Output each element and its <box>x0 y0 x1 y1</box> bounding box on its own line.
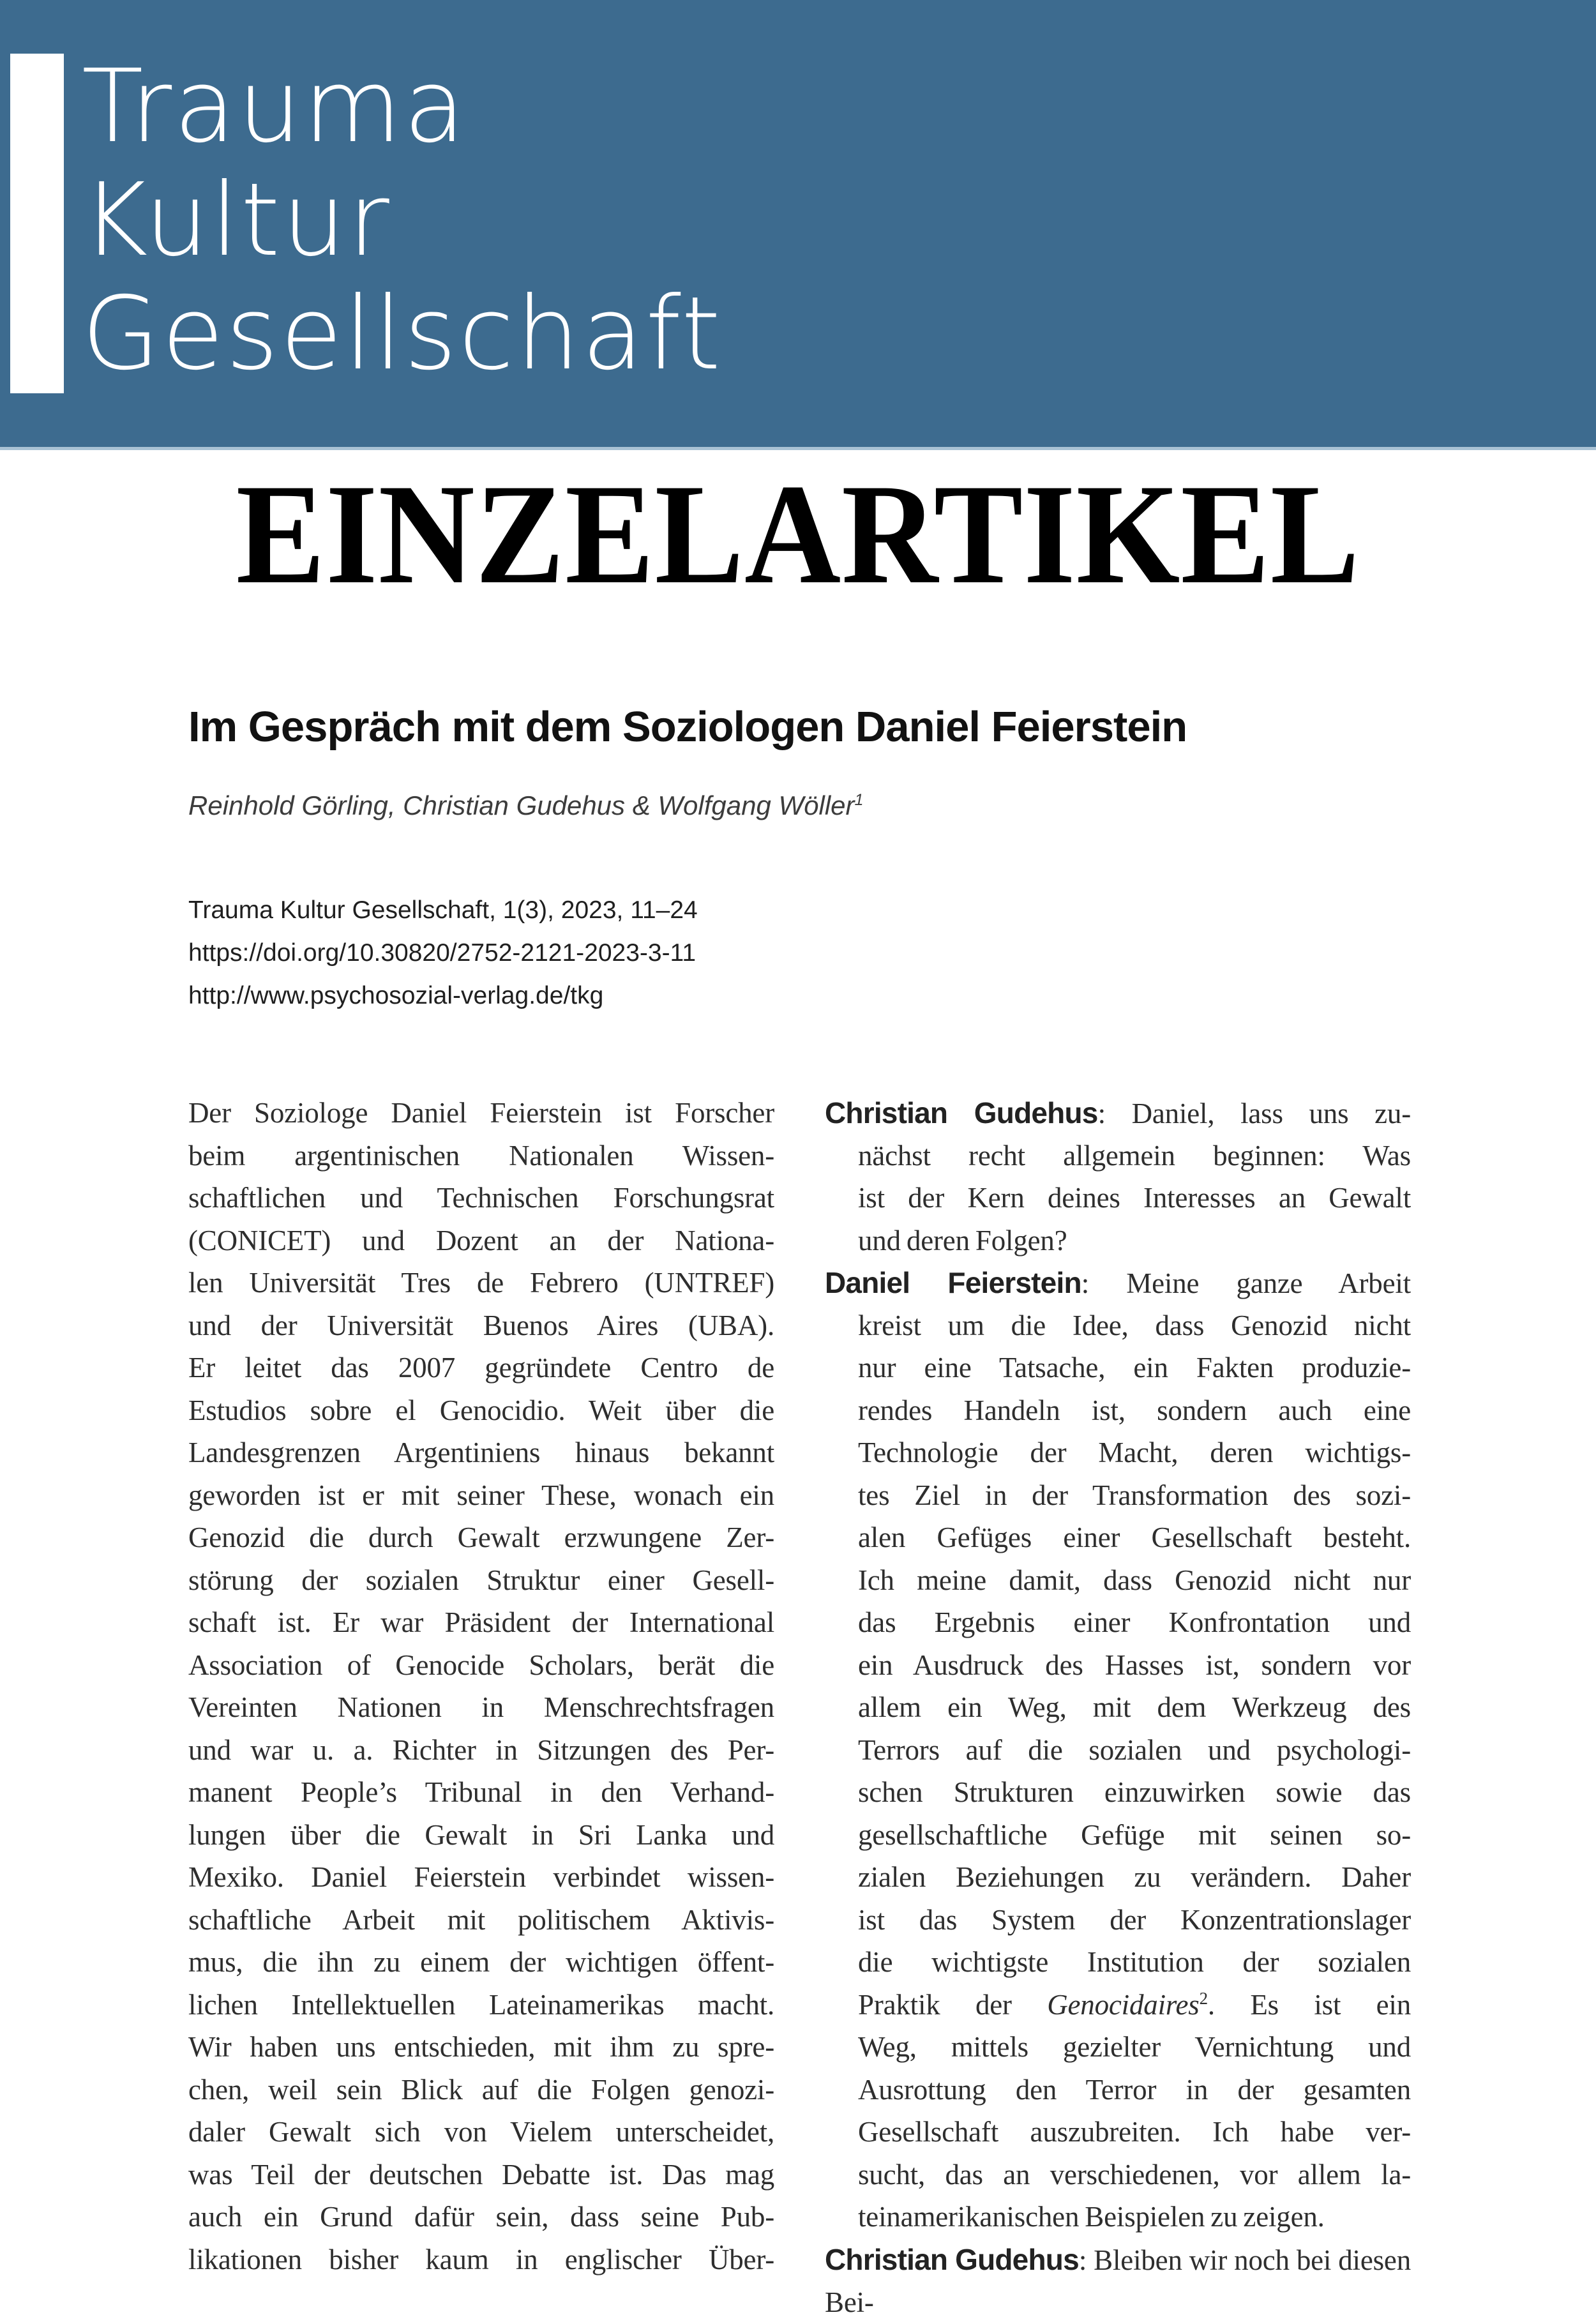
text-segment: lichen Intellektuellen Lateinamerikas macht. <box>188 1988 774 2021</box>
text-segment: : Daniel, lass uns zu- <box>1097 1098 1411 1129</box>
text-segment: daler Gewalt sich von Vielem unterscheidet, <box>188 2116 774 2148</box>
text-line <box>825 1984 1411 2026</box>
text-segment: Weg, mittels gezielter Vernichtung und <box>858 2031 1411 2063</box>
text-line <box>188 1262 774 1304</box>
text-line <box>825 1262 1411 1304</box>
citation-url[interactable]: https://doi.org/10.30820/2752-2121-2023-3-11 <box>188 939 696 967</box>
text-line <box>188 1474 774 1517</box>
text-line <box>825 2196 1411 2238</box>
text-line <box>188 2111 774 2154</box>
text-line <box>188 1984 774 2026</box>
text-segment: geworden ist er mit seiner These, wonach ein <box>188 1479 774 1511</box>
text-segment: schaftlichen und Technischen Forschungsrat <box>188 1182 774 1214</box>
text-segment: chen, weil sein Blick auf die Folgen genozi- <box>188 2073 774 2106</box>
text-segment: : Meine ganze Arbeit <box>1081 1267 1411 1299</box>
text-line <box>825 1347 1411 1389</box>
text-segment: mus, die ihn zu einem der wichtigen öffent- <box>188 1946 774 1978</box>
text-segment: Terrors auf die sozialen und psychologi- <box>858 1733 1411 1766</box>
authors-footnote-marker: 1 <box>854 791 864 809</box>
text-segment: auch ein Grund dafür sein, dass seine Pub- <box>188 2201 774 2233</box>
text-segment: zialen Beziehungen zu verändern. Daher <box>858 1861 1411 1893</box>
text-line <box>825 1135 1411 1177</box>
text-line <box>188 2069 774 2111</box>
text-line <box>188 1431 774 1474</box>
text-line <box>825 1941 1411 1984</box>
text-segment: Vereinten Nationen in Menschrechtsfragen <box>188 1691 774 1723</box>
text-segment: Estudios sobre el Genocidio. Weit über die <box>188 1394 774 1426</box>
text-segment: Er leitet das 2007 gegründete Centro de <box>188 1352 774 1384</box>
text-segment: Ausrottung den Terror in der gesamten <box>858 2073 1411 2106</box>
text-line <box>188 1899 774 1942</box>
citation-url[interactable]: http://www.psychosozial-verlag.de/tkg <box>188 982 604 1009</box>
text-line <box>188 1389 774 1432</box>
text-segment: nur eine Tatsache, ein Fakten produzie- <box>858 1352 1411 1384</box>
journal-logo <box>82 50 723 391</box>
text-line <box>825 1686 1411 1729</box>
text-segment: Ich meine damit, dass Genozid nicht nur <box>858 1564 1411 1596</box>
text-segment: tes Ziel in der Transformation des sozi- <box>858 1479 1411 1511</box>
text-segment: gesellschaftliche Gefüge mit seinen so- <box>858 1818 1411 1851</box>
text-line <box>188 1856 774 1899</box>
text-segment: Praktik der <box>858 1988 1048 2021</box>
logo-line: Gesellschaft <box>82 275 723 393</box>
text-line <box>188 1559 774 1602</box>
logo-line: Trauma <box>82 48 467 165</box>
text-line <box>188 1771 774 1814</box>
text-line <box>825 2238 1411 2318</box>
text-segment: nächst recht allgemein beginnen: Was <box>858 1139 1411 1172</box>
text-line <box>825 1474 1411 1517</box>
text-line <box>825 2154 1411 2196</box>
speaker-name: Christian Gudehus <box>825 1096 1098 1129</box>
text-line <box>825 2026 1411 2069</box>
text-line <box>188 2026 774 2069</box>
citation-reference: Trauma Kultur Gesellschaft, 1(3), 2023, 11–24 <box>188 896 698 924</box>
citation-block <box>188 889 698 1017</box>
text-line <box>825 1431 1411 1474</box>
text-segment: 2 <box>1199 1988 1208 2008</box>
text-line <box>825 2069 1411 2111</box>
text-line <box>825 1304 1411 1347</box>
authors-names: Reinhold Görling, Christian Gudehus & Wolfgang Wöller <box>188 790 855 820</box>
text-line <box>825 1729 1411 1772</box>
text-segment: . Es ist ein <box>1207 1988 1411 2021</box>
text-line <box>188 1941 774 1984</box>
text-segment: beim argentinischen Nationalen Wissen- <box>188 1139 774 1172</box>
text-segment: die wichtigste Institution der sozialen <box>858 1946 1411 1978</box>
text-line <box>188 1177 774 1219</box>
text-segment: Landesgrenzen Argentiniens hinaus bekannt <box>188 1437 774 1468</box>
text-segment: alen Gefüges einer Gesellschaft besteht. <box>858 1521 1411 1553</box>
banner-accent-bar <box>10 54 64 393</box>
text-segment: Association of Genocide Scholars, berät die <box>188 1649 774 1681</box>
journal-banner <box>0 0 1596 450</box>
text-segment: störung der sozialen Struktur einer Gesell- <box>188 1564 774 1596</box>
text-segment: (CONICET) und Dozent an der Nationa- <box>188 1224 774 1256</box>
text-segment: Wir haben uns entschieden, mit ihm zu spre- <box>188 2031 774 2063</box>
section-heading: EINZELARTIKEL <box>236 454 1360 614</box>
text-segment: rendes Handeln ist, sondern auch eine <box>858 1394 1411 1426</box>
text-segment: schaftliche Arbeit mit politischem Aktivis- <box>188 1903 774 1936</box>
text-segment: teinamerikanischen Beispielen zu zeigen. <box>858 2201 1325 2233</box>
text-line <box>188 1644 774 1687</box>
text-line <box>825 1644 1411 1687</box>
text-segment: Technologie der Macht, deren wichtigs- <box>858 1437 1411 1468</box>
text-line <box>825 1177 1411 1219</box>
text-line <box>825 1601 1411 1644</box>
text-line <box>825 1389 1411 1432</box>
text-segment: das Ergebnis einer Konfrontation und <box>858 1606 1411 1638</box>
text-segment: Genozid die durch Gewalt erzwungene Zer- <box>188 1521 774 1553</box>
text-segment: lungen über die Gewalt in Sri Lanka und <box>188 1818 774 1851</box>
article-authors <box>188 790 864 821</box>
text-line <box>825 1856 1411 1899</box>
body-column-right <box>825 1092 1411 2318</box>
text-line <box>188 1814 774 1857</box>
text-line <box>825 2111 1411 2154</box>
text-line <box>188 2196 774 2238</box>
text-line <box>825 1814 1411 1857</box>
speaker-name: Christian Gudehus <box>825 2242 1079 2276</box>
text-segment: kreist um die Idee, dass Genozid nicht <box>858 1309 1411 1341</box>
text-line <box>188 1601 774 1644</box>
text-line <box>825 1219 1411 1262</box>
speaker-name: Daniel Feierstein <box>825 1266 1081 1299</box>
text-line <box>825 1771 1411 1814</box>
body-column-left <box>188 1092 774 2275</box>
text-line <box>188 1219 774 1262</box>
text-segment: schaft ist. Er war Präsident der International <box>188 1606 774 1638</box>
text-segment: was Teil der deutschen Debatte ist. Das mag <box>188 2158 774 2191</box>
text-segment: allem ein Weg, mit dem Werkzeug des <box>858 1691 1411 1723</box>
text-line <box>188 1347 774 1389</box>
text-segment: ist der Kern deines Interesses an Gewalt <box>858 1182 1411 1214</box>
text-line <box>188 2154 774 2196</box>
text-line <box>825 1092 1411 1135</box>
text-line <box>825 1899 1411 1942</box>
article-title: Im Gespräch mit dem Soziologen Daniel Feierstein <box>188 703 1187 751</box>
text-line <box>188 1516 774 1559</box>
text-line <box>188 1729 774 1772</box>
text-segment: sucht, das an verschiedenen, vor allem la- <box>858 2158 1411 2191</box>
logo-line: Kultur <box>82 162 391 279</box>
text-line <box>188 1092 774 1135</box>
text-line <box>188 1686 774 1729</box>
text-segment: und war u. a. Richter in Sitzungen des Per- <box>188 1733 774 1766</box>
text-segment: Genocidaires <box>1047 1988 1200 2021</box>
text-segment: schen Strukturen einzuwirken sowie das <box>858 1776 1411 1808</box>
text-segment: : Bleiben wir noch bei diesen Bei- <box>825 2244 1411 2318</box>
text-segment: Gesellschaft auszubreiten. Ich habe ver- <box>858 2116 1411 2148</box>
text-segment: Mexiko. Daniel Feierstein verbindet wissen- <box>188 1861 774 1893</box>
text-segment: likationen bisher kaum in englischer Über- <box>188 2243 774 2275</box>
text-line <box>825 1559 1411 1602</box>
text-segment: und deren Folgen? <box>858 1224 1067 1256</box>
text-line <box>188 2238 774 2281</box>
text-line <box>188 1135 774 1177</box>
text-line <box>188 1304 774 1347</box>
text-segment: ein Ausdruck des Hasses ist, sondern vor <box>858 1649 1411 1681</box>
text-segment: und der Universität Buenos Aires (UBA). <box>188 1309 774 1341</box>
text-line <box>825 1516 1411 1559</box>
article-body <box>188 1092 1411 2318</box>
text-segment: len Universität Tres de Febrero (UNTREF) <box>188 1267 774 1299</box>
text-segment: ist das System der Konzentrationslager <box>858 1903 1411 1936</box>
text-segment: manent People’s Tribunal in den Verhand- <box>188 1776 774 1808</box>
text-segment: Der Soziologe Daniel Feierstein ist Forscher <box>188 1097 774 1129</box>
